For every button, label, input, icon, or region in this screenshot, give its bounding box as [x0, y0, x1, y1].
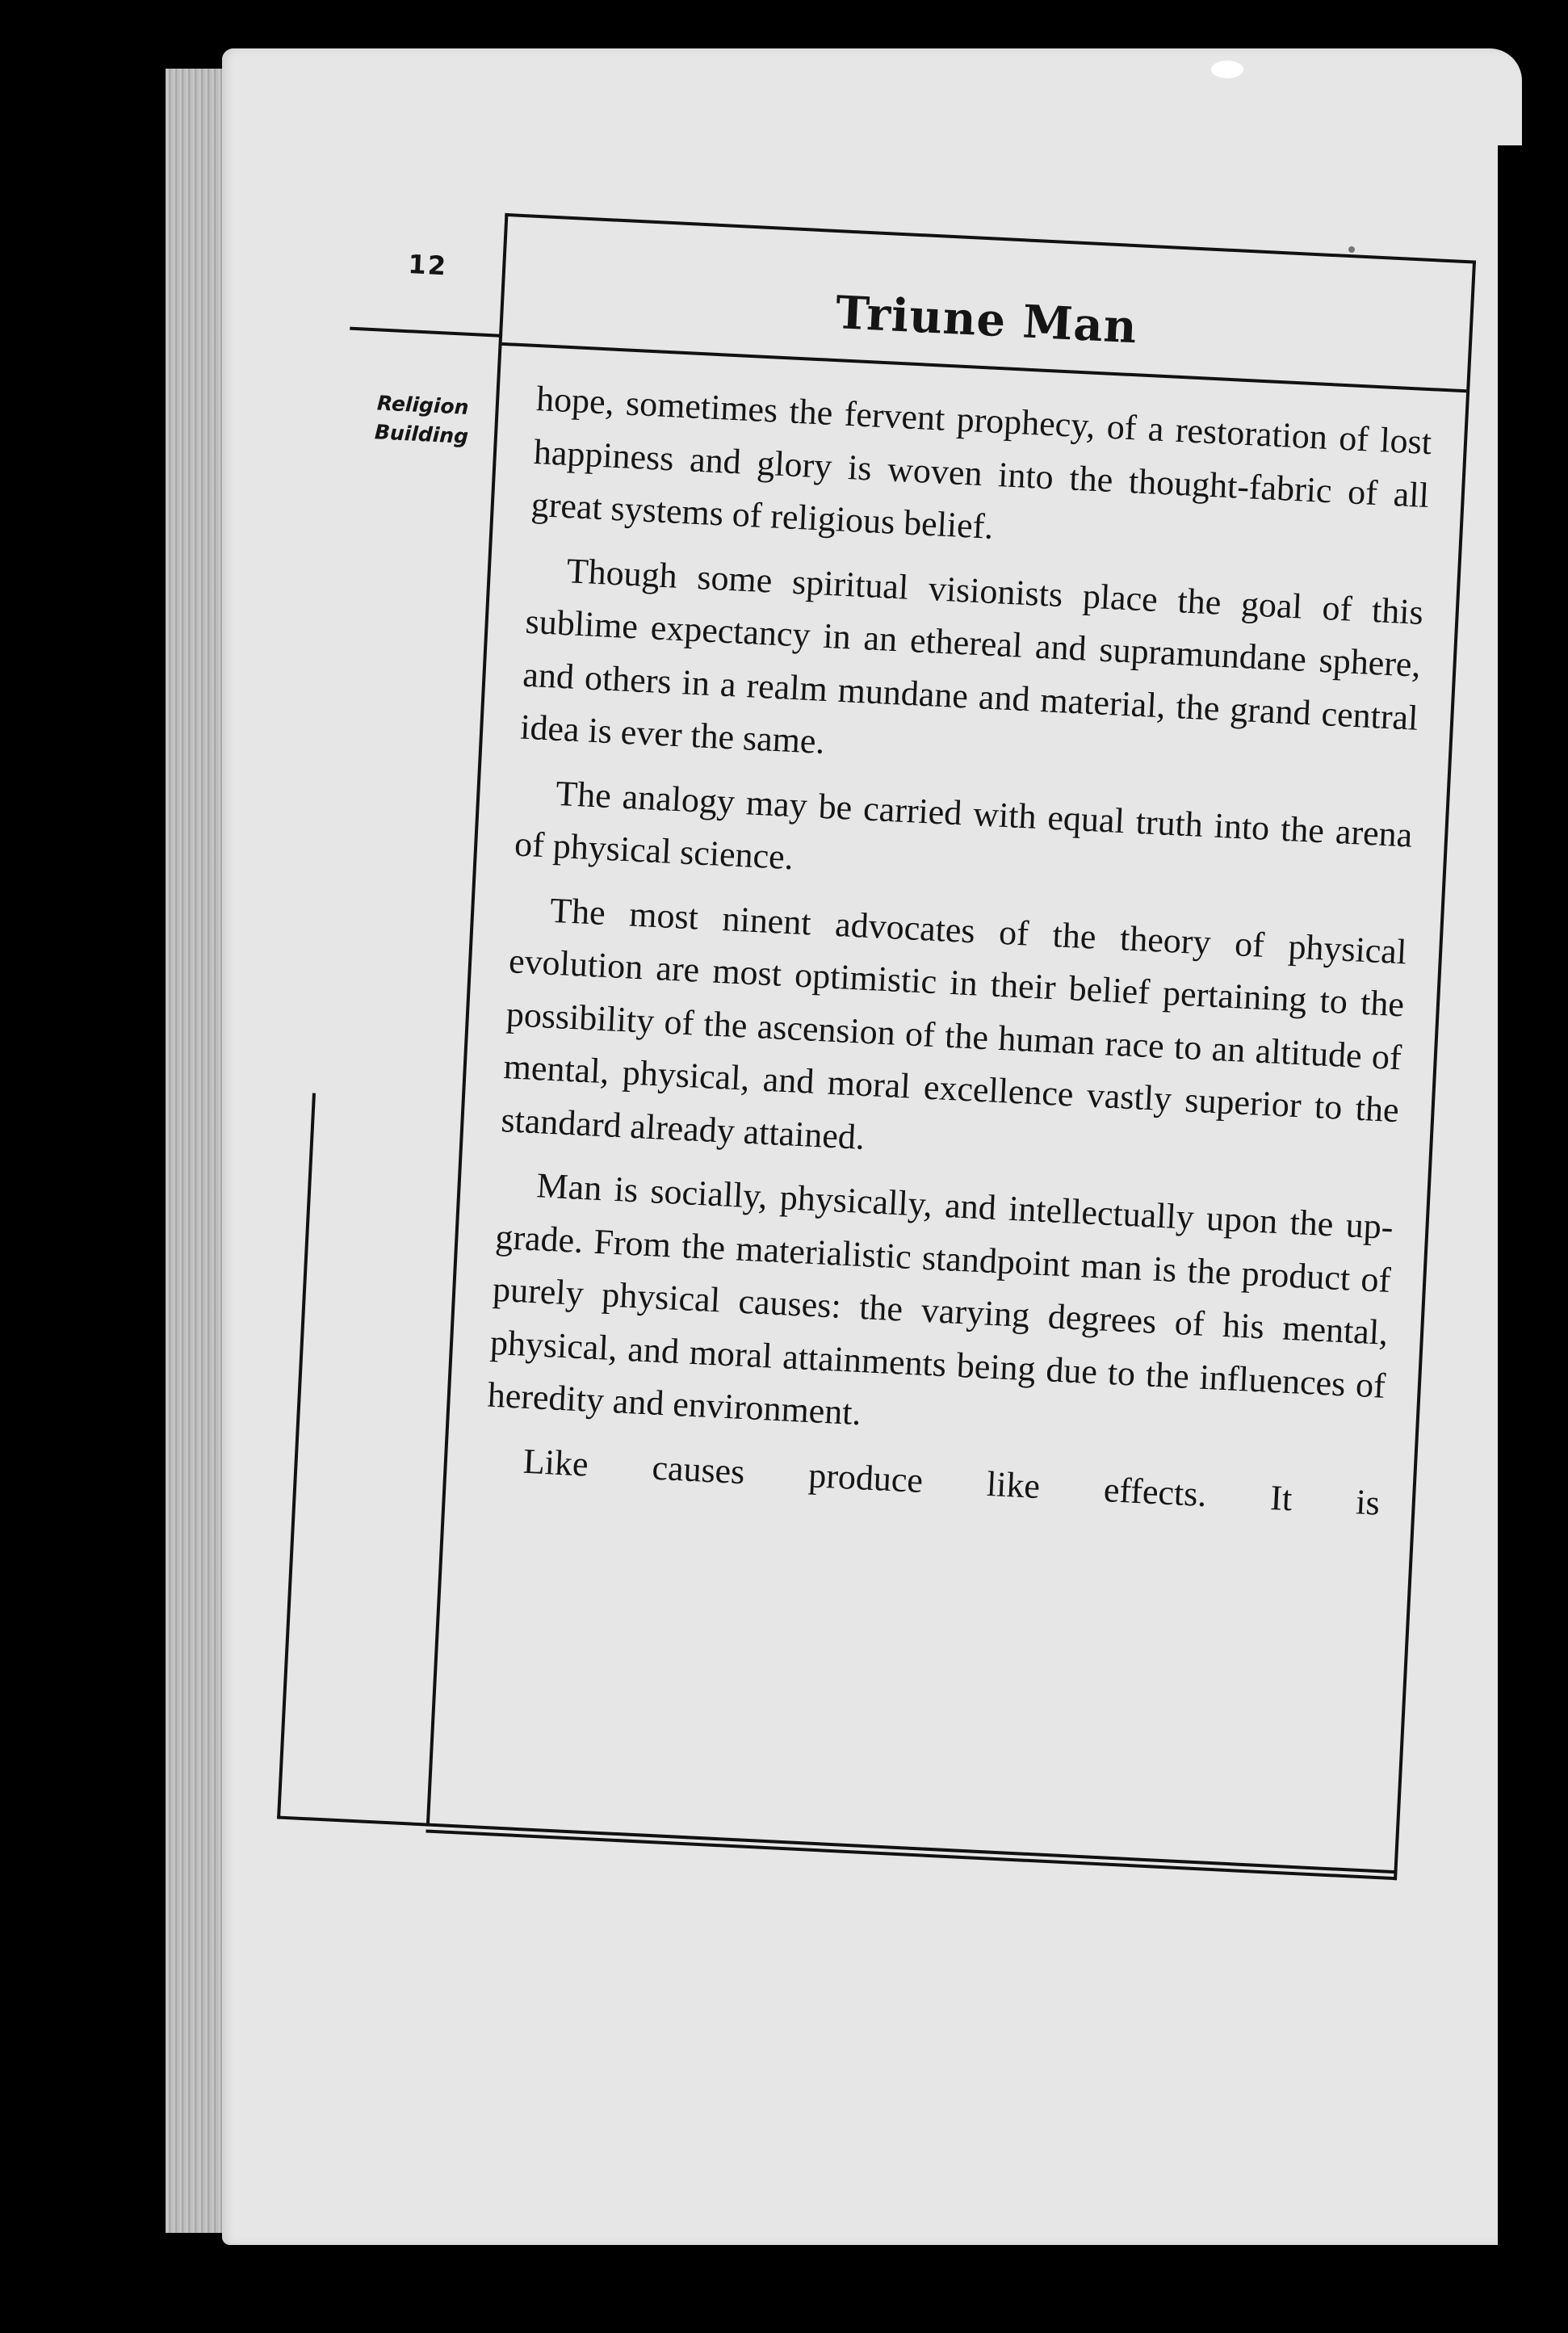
body-text — [483, 372, 1433, 1541]
header-rule-left — [350, 327, 502, 338]
page-number: 12 — [407, 249, 448, 282]
sidenote-line-1: Religion — [376, 391, 470, 419]
scan-speck — [1348, 246, 1355, 253]
paragraph-5: Man is socially, physically, and intellectually upon the up-grade. From the materialistic standpoint man is the product of purely physical causes: the varying degrees of his mental, physical, and moral attainments being due to the influences of heredity and environment. — [486, 1165, 1394, 1433]
page-content — [344, 209, 1489, 1907]
page-gutter-shadow — [1498, 145, 1522, 2326]
paragraph-2: Though some spiritual visionists place the goal of this sublime expectancy in an ethereal and supramundane sphere, and others in a realm mundane and material, the grand central idea is ever the same. — [519, 550, 1424, 762]
sidenote-line-2: Building — [374, 420, 469, 448]
paragraph-3: The analogy may be carried with equal truth into the arena of physical science. — [514, 773, 1414, 878]
scan-speck — [1211, 61, 1243, 78]
book-edge — [166, 69, 230, 2233]
paragraph-1: hope, sometimes the fervent prophecy, of a restoration of lost happiness and glory is woven into the thought-fabric of all great systems of religious belief. — [530, 379, 1433, 547]
header-margin-cell — [350, 206, 505, 342]
paragraph-6: Like causes produce like effects. It is — [522, 1441, 1381, 1523]
running-head-title: Triune Man — [834, 286, 1139, 355]
paragraph-4: The most ninent advocates of the theory of physical evolution are most optimistic in their belief pertaining to the possibility of the ascension of the human race to an altitude of mental, physical, and moral excellence vastly superior to the standard already attained. — [500, 890, 1408, 1157]
margin-sidenote — [356, 388, 488, 452]
